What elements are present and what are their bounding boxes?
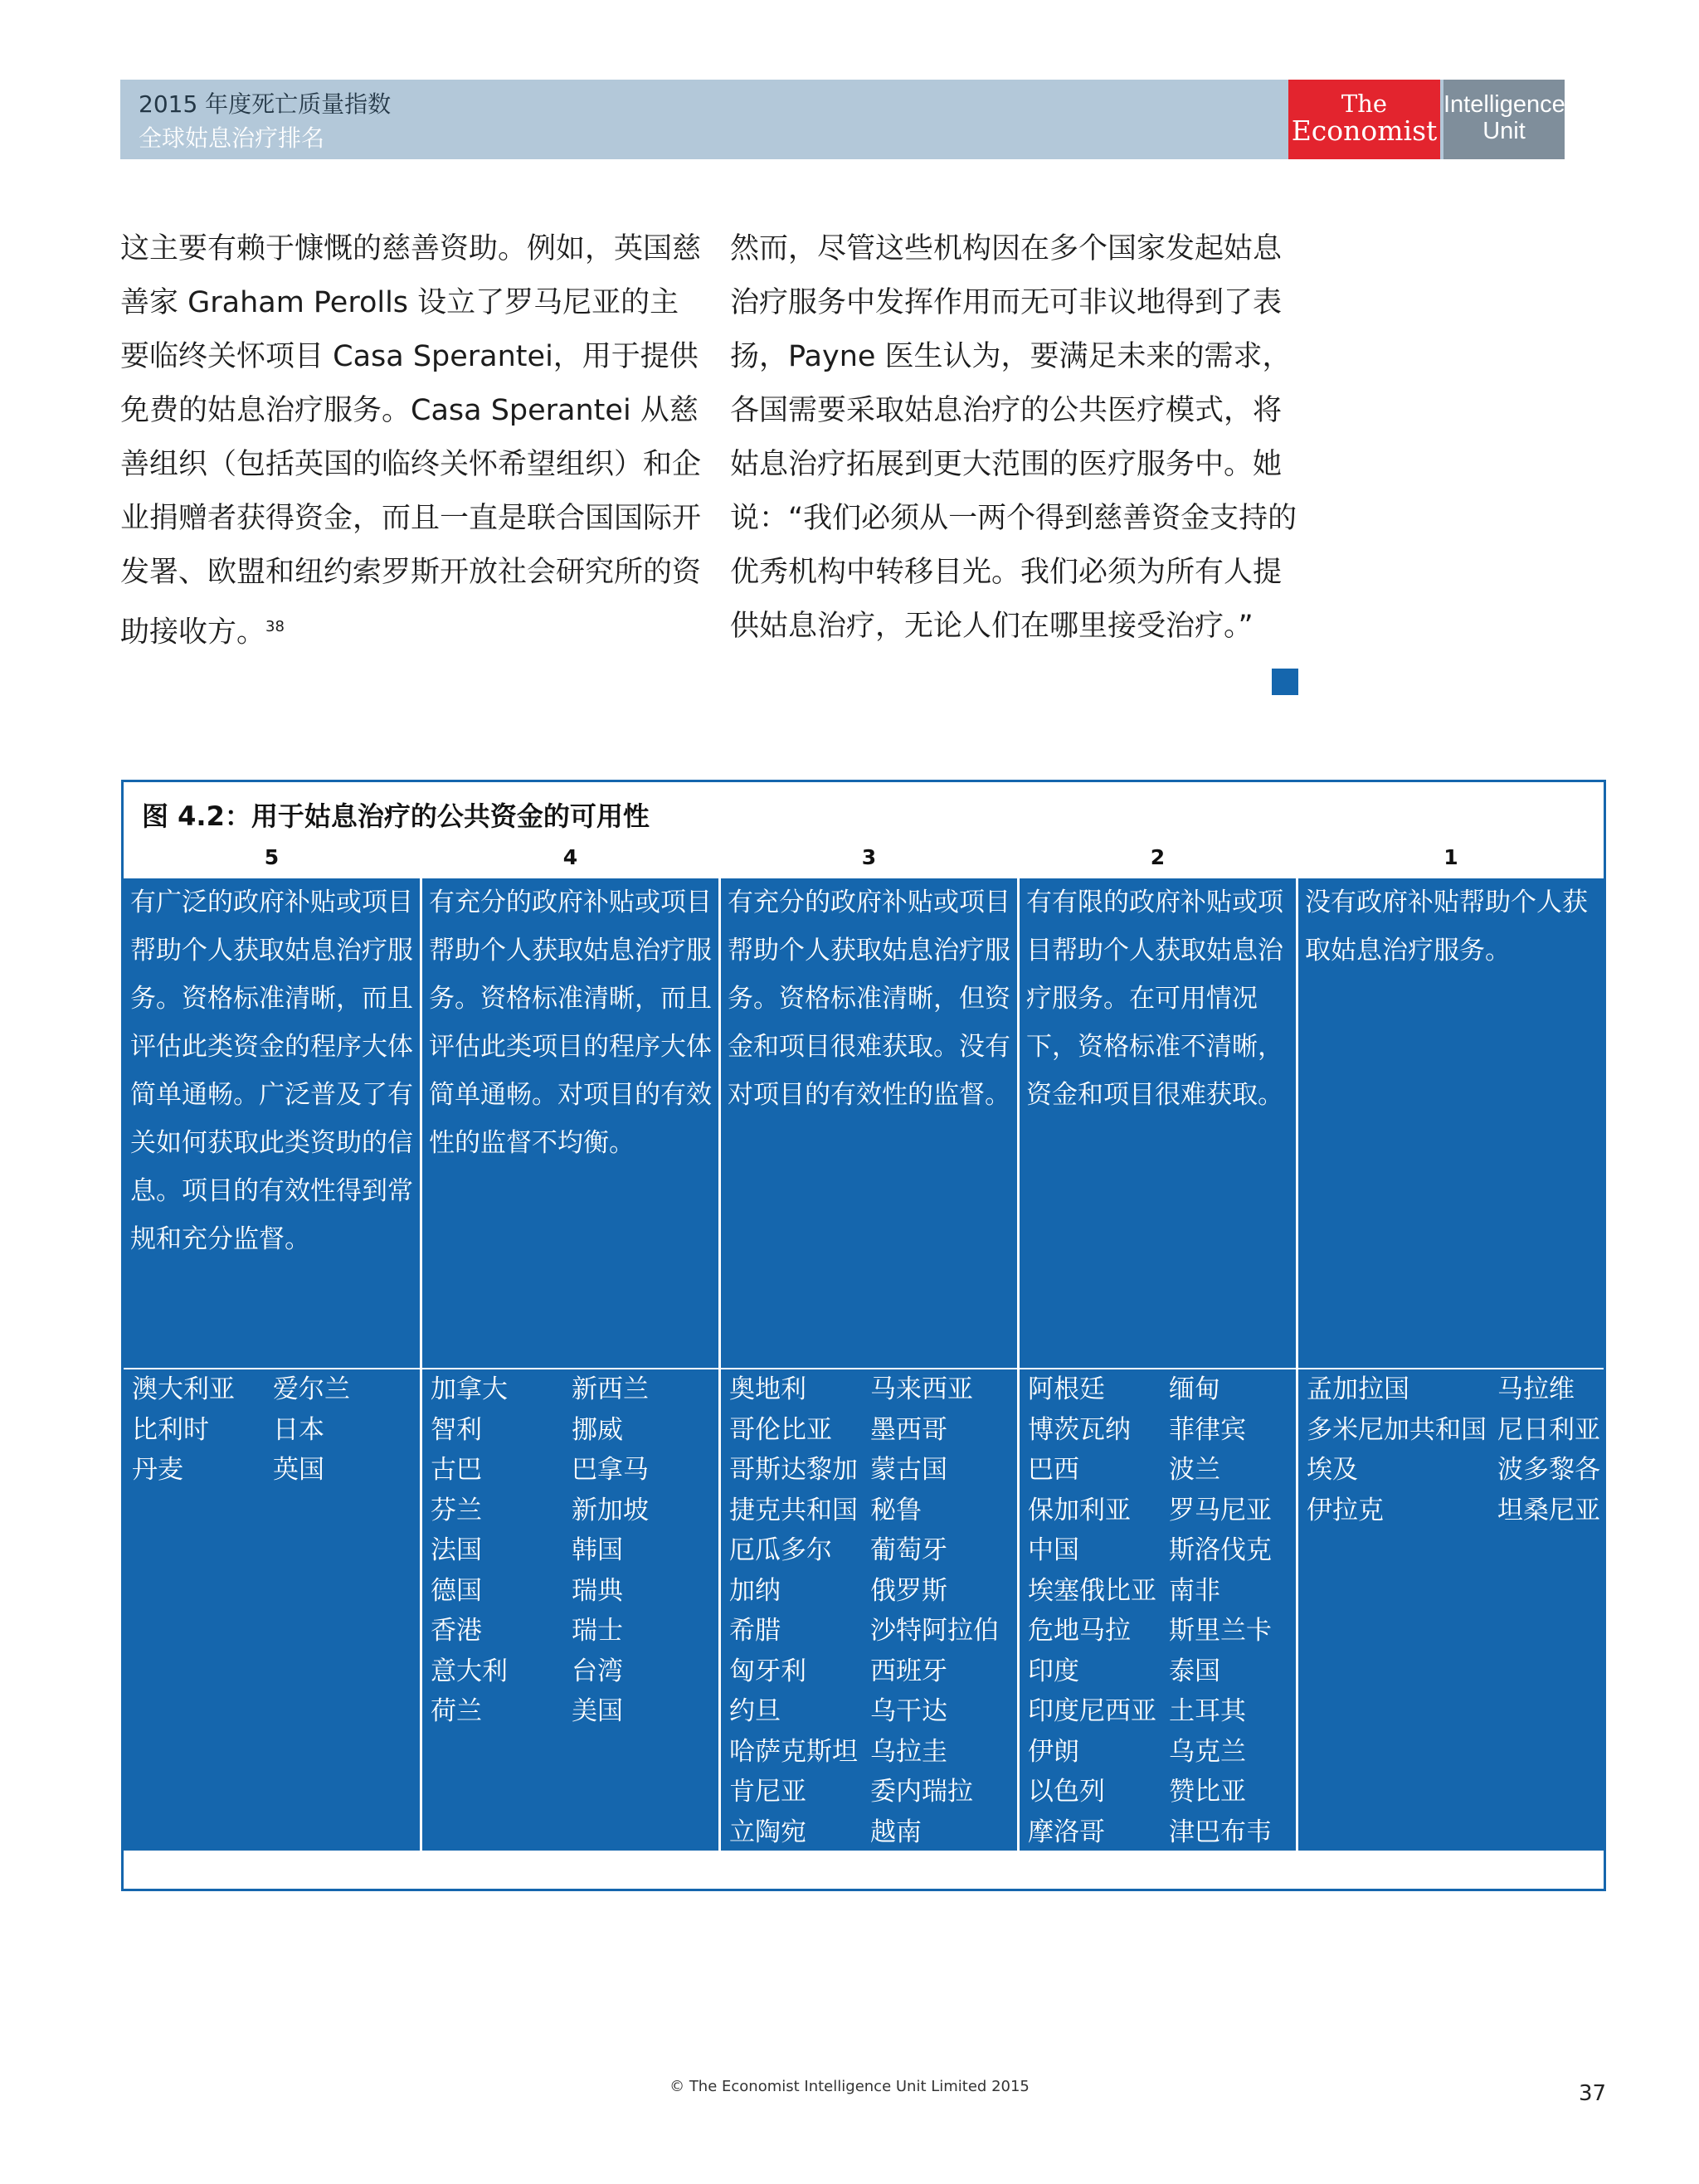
score-5-description: 有广泛的政府补贴或项目帮助个人获取姑息治疗服务。资格标准清晰，而且评估此类资金的程序大体简单通畅。广泛普及了有关如何获取此类资助的信息。项目的有效性得到常规和充分监督。: [124, 878, 420, 1368]
intelligence-unit-logo: [1443, 80, 1565, 159]
country-name: 厄瓜多尔: [729, 1535, 832, 1565]
country-name: 泰国: [1169, 1656, 1220, 1686]
figure-grid: [124, 782, 1604, 1889]
logo-unit-text: Unit: [1482, 118, 1526, 144]
logo-the-text: The: [1341, 90, 1388, 118]
left-text-column: [120, 222, 701, 660]
country-name: 伊拉克: [1307, 1495, 1384, 1525]
country-name: 保加利亚: [1028, 1495, 1131, 1525]
country-name: 爱尔兰: [273, 1374, 350, 1404]
country-name: 伊朗: [1028, 1736, 1079, 1767]
country-name: 摩洛哥: [1028, 1817, 1105, 1847]
country-name: 博茨瓦纳: [1028, 1414, 1131, 1445]
country-name: 丹麦: [132, 1455, 183, 1485]
country-column: [1497, 1369, 1600, 1530]
country-name: 台湾: [572, 1656, 623, 1686]
country-column: [273, 1369, 350, 1491]
score-header-1: 1: [1443, 845, 1458, 869]
country-name: 韩国: [572, 1535, 623, 1565]
country-name: 瑞士: [572, 1616, 623, 1646]
score-2-countries: [1020, 1369, 1296, 1851]
right-text-column: [730, 222, 1302, 654]
country-name: 埃塞俄比亚: [1028, 1575, 1156, 1606]
country-name: 马拉维: [1497, 1374, 1575, 1404]
country-name: 菲律宾: [1169, 1414, 1246, 1445]
end-of-article-marker: [1272, 669, 1298, 695]
country-name: 蒙古国: [870, 1455, 947, 1485]
country-name: 罗马尼亚: [1169, 1495, 1272, 1525]
country-name: 孟加拉国: [1307, 1374, 1409, 1404]
country-name: 秘鲁: [870, 1495, 922, 1525]
country-name: 乌克兰: [1169, 1736, 1246, 1767]
country-name: 哥斯达黎加: [729, 1455, 858, 1485]
country-name: 俄罗斯: [870, 1575, 947, 1606]
country-name: 西班牙: [870, 1656, 947, 1686]
country-name: 美国: [572, 1696, 623, 1726]
country-name: 危地马拉: [1028, 1616, 1131, 1646]
economist-logo: [1288, 80, 1440, 159]
country-name: 新加坡: [572, 1495, 649, 1525]
country-name: 希腊: [729, 1616, 781, 1646]
right-paragraph: 然而，尽管这些机构因在多个国家发起姑息治疗服务中发挥作用而无可非议地得到了表扬，Payne 医生认为，要满足未来的需求，各国需要采取姑息治疗的公共医疗模式，将姑息治疗拓展到更大范围的医疗服务中。她说：“我们必须从一两个得到慈善资金支持的优秀机构中转移目光。我们必须为所有人提供姑息治疗，无论人们在哪里接受治疗。”: [730, 232, 1297, 643]
country-name: 缅甸: [1169, 1374, 1220, 1404]
country-name: 荷兰: [431, 1696, 482, 1726]
country-name: 古巴: [431, 1455, 482, 1485]
country-name: 巴拿马: [572, 1455, 649, 1485]
country-name: 挪威: [572, 1414, 623, 1445]
score-2-description: 有有限的政府补贴或项目帮助个人获取姑息治疗服务。在可用情况下，资格标准不清晰，资金和项目很难获取。: [1020, 878, 1296, 1368]
country-column: [431, 1369, 508, 1732]
country-column: [1028, 1369, 1156, 1852]
report-title: 2015 年度死亡质量指数: [139, 90, 392, 118]
country-name: 中国: [1028, 1535, 1079, 1565]
country-name: 波兰: [1169, 1455, 1220, 1485]
country-column: [1169, 1369, 1272, 1852]
country-name: 巴西: [1028, 1455, 1079, 1485]
page-header: [120, 80, 1565, 159]
country-name: 多米尼加共和国: [1307, 1414, 1487, 1445]
score-1-countries: [1298, 1369, 1604, 1851]
logo-economist-text: Economist: [1291, 114, 1438, 147]
country-name: 斯洛伐克: [1169, 1535, 1272, 1565]
country-name: 埃及: [1307, 1455, 1358, 1485]
country-name: 捷克共和国: [729, 1495, 858, 1525]
country-column: [729, 1369, 858, 1852]
country-column: [1307, 1369, 1487, 1530]
country-name: 波多黎各: [1497, 1455, 1600, 1485]
country-name: 加纳: [729, 1575, 781, 1606]
score-3-countries: [721, 1369, 1017, 1851]
country-name: 南非: [1169, 1575, 1220, 1606]
country-name: 比利时: [132, 1414, 209, 1445]
country-name: 肯尼亚: [729, 1777, 806, 1807]
country-name: 哥伦比亚: [729, 1414, 832, 1445]
logo-intelligence-text: Intelligence: [1443, 91, 1565, 118]
page-number: 37: [1579, 2081, 1607, 2106]
left-paragraph: [120, 222, 701, 660]
country-name: 约旦: [729, 1696, 781, 1726]
country-name: 立陶宛: [729, 1817, 806, 1847]
left-paragraph-text: 这主要有赖于慷慨的慈善资助。例如，英国慈善家 Graham Perolls 设立了罗马尼亚的主要临终关怀项目 Casa Sperantei，用于提供免费的姑息治疗服务。Casa Sperantei 从慈善组织（包括英国的临终关怀希望组织）和企业捐赠者获得资金，而且一直是联合国国际开发署、欧盟和纽约索罗斯开放社会研究所的资助接收方。: [120, 232, 702, 649]
country-name: 奥地利: [729, 1374, 806, 1404]
country-name: 瑞典: [572, 1575, 623, 1606]
score-header-5: 5: [264, 845, 280, 869]
score-header-2: 2: [1150, 845, 1166, 869]
country-name: 斯里兰卡: [1169, 1616, 1272, 1646]
country-name: 墨西哥: [870, 1414, 947, 1445]
country-name: 哈萨克斯坦: [729, 1736, 858, 1767]
country-column: [572, 1369, 649, 1732]
country-column: [870, 1369, 999, 1852]
country-name: 印度: [1028, 1656, 1079, 1686]
score-1-description: 没有政府补贴帮助个人获取姑息治疗服务。: [1298, 878, 1604, 1368]
country-name: 澳大利亚: [132, 1374, 235, 1404]
country-name: 新西兰: [572, 1374, 649, 1404]
country-name: 葡萄牙: [870, 1535, 947, 1565]
country-name: 芬兰: [431, 1495, 482, 1525]
country-name: 法国: [431, 1535, 482, 1565]
country-name: 委内瑞拉: [870, 1777, 973, 1807]
country-name: 越南: [870, 1817, 922, 1847]
country-name: 土耳其: [1169, 1696, 1246, 1726]
score-5-countries: [124, 1369, 420, 1851]
country-name: 赞比亚: [1169, 1777, 1246, 1807]
country-name: 尼日利亚: [1497, 1414, 1600, 1445]
country-name: 智利: [431, 1414, 482, 1445]
country-name: 以色列: [1028, 1777, 1105, 1807]
score-4-countries: [422, 1369, 718, 1851]
score-3-description: 有充分的政府补贴或项目帮助个人获取姑息治疗服务。资格标准清晰，但资金和项目很难获取。没有对项目的有效性的监督。: [721, 878, 1017, 1368]
score-header-4: 4: [562, 845, 578, 869]
country-name: 津巴布韦: [1169, 1817, 1272, 1847]
country-column: [132, 1369, 235, 1491]
country-name: 匈牙利: [729, 1656, 806, 1686]
country-name: 印度尼西亚: [1028, 1696, 1156, 1726]
footnote-ref: 38: [265, 618, 285, 635]
country-name: 阿根廷: [1028, 1374, 1105, 1404]
country-name: 香港: [431, 1616, 482, 1646]
country-name: 坦桑尼亚: [1497, 1495, 1600, 1525]
country-name: 日本: [273, 1414, 324, 1445]
copyright-footer: © The Economist Intelligence Unit Limited 2015: [669, 2078, 1030, 2095]
country-name: 意大利: [431, 1656, 508, 1686]
report-subtitle: 全球姑息治疗排名: [139, 124, 325, 152]
score-4-description: 有充分的政府补贴或项目帮助个人获取姑息治疗服务。资格标准清晰，而且评估此类项目的程序大体简单通畅。对项目的有效性的监督不均衡。: [422, 878, 718, 1368]
country-name: 马来西亚: [870, 1374, 973, 1404]
country-name: 乌干达: [870, 1696, 947, 1726]
country-name: 沙特阿拉伯: [870, 1616, 999, 1646]
figure-title: 图 4.2：用于姑息治疗的公共资金的可用性: [142, 800, 650, 832]
country-name: 德国: [431, 1575, 482, 1606]
score-header-3: 3: [861, 845, 877, 869]
country-name: 乌拉圭: [870, 1736, 947, 1767]
figure-4-2: [121, 780, 1606, 1891]
country-name: 英国: [273, 1455, 324, 1485]
country-name: 加拿大: [431, 1374, 508, 1404]
